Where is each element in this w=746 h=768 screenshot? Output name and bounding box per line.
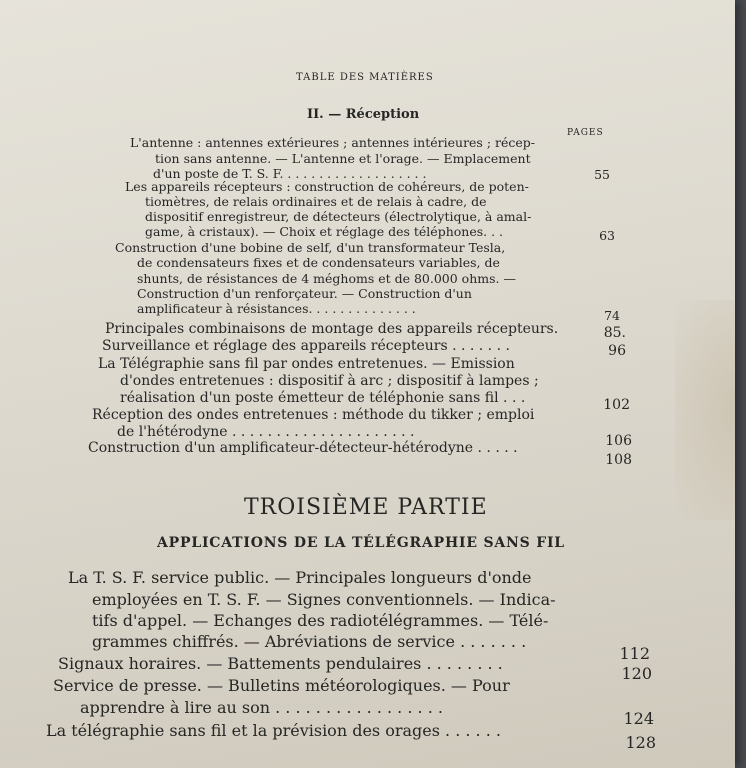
toc-line: L'antenne : antennes extérieures ; antennes intérieures ; récep- xyxy=(130,135,536,150)
toc-line: dispositif enregistreur, de détecteurs (électrolytique, à amal- xyxy=(145,209,532,224)
toc-line: Service de presse. — Bulletins météorologiques. — Pour xyxy=(53,676,510,695)
toc-line: Réception des ondes entretenues : méthode du tikker ; emploi xyxy=(92,407,535,423)
part-title: TROISIÈME PARTIE xyxy=(244,495,488,520)
toc-line: de l'hétérodyne . . . . . . . . . . . . . . . . . . . . . xyxy=(117,424,415,440)
toc-line: Construction d'un renforçateur. — Construction d'un xyxy=(137,286,472,301)
toc-line: d'ondes entretenues : dispositif à arc ; dispositif à lampes ; xyxy=(120,373,539,389)
toc-line: réalisation d'un poste émetteur de téléphonie sans fil . . . xyxy=(120,390,526,406)
toc-line: Construction d'une bobine de self, d'un transformateur Tesla, xyxy=(115,240,506,255)
toc-line: game, à cristaux). — Choix et réglage des téléphones. . . xyxy=(145,224,504,239)
toc-line: shunts, de résistances de 4 méghoms et de 80.000 ohms. — xyxy=(137,271,516,286)
page-number: 85. xyxy=(603,325,626,341)
running-header: TABLE DES MATIÈRES xyxy=(296,72,434,83)
toc-line: grammes chiffrés. — Abréviations de service . . . . . . . xyxy=(92,632,527,651)
toc-line: tifs d'appel. — Echanges des radiotélégrammes. — Télé- xyxy=(92,611,549,630)
pages-label: PAGES xyxy=(567,128,604,138)
toc-line: tion sans antenne. — L'antenne et l'orage. — Emplacement xyxy=(155,151,531,166)
page-number: 106 xyxy=(605,433,632,449)
page-number: 55 xyxy=(594,167,610,182)
toc-line: La Télégraphie sans fil par ondes entretenues. — Emission xyxy=(98,356,515,372)
section-title: II. — Réception xyxy=(307,107,420,122)
toc-line: employées en T. S. F. — Signes conventionnels. — Indica- xyxy=(92,590,556,609)
page-number: 96 xyxy=(608,343,626,359)
page-number: 74 xyxy=(604,308,620,323)
toc-line: amplificateur à résistances. . . . . . . . . . . . . . xyxy=(137,301,416,316)
toc-line: d'un poste de T. S. F. . . . . . . . . . . . . . . . . . . xyxy=(153,166,427,181)
toc-line: Les appareils récepteurs : construction de cohéreurs, de poten- xyxy=(125,179,529,194)
toc-line: tiomètres, de relais ordinaires et de relais à cadre, de xyxy=(145,194,487,209)
toc-line: La télégraphie sans fil et la prévision des orages . . . . . . xyxy=(46,721,501,740)
page-number: 128 xyxy=(625,733,656,752)
toc-line: apprendre à lire au son . . . . . . . . . . . . . . . . . xyxy=(80,698,443,717)
page-number: 120 xyxy=(621,664,652,683)
page-number: 63 xyxy=(599,228,615,243)
part-subtitle: APPLICATIONS DE LA TÉLÉGRAPHIE SANS FIL xyxy=(157,535,565,551)
page-stain xyxy=(675,300,735,520)
page-number: 124 xyxy=(623,709,654,728)
toc-line: La T. S. F. service public. — Principales longueurs d'onde xyxy=(68,568,532,587)
page-number: 112 xyxy=(619,644,650,663)
toc-line: Construction d'un amplificateur-détecteur-hétérodyne . . . . . xyxy=(88,440,518,456)
toc-line: Principales combinaisons de montage des appareils récepteurs. xyxy=(105,321,559,337)
toc-line: Surveillance et réglage des appareils récepteurs . . . . . . . xyxy=(102,338,510,354)
page-number: 102 xyxy=(603,397,630,413)
toc-line: de condensateurs fixes et de condensateurs variables, de xyxy=(137,255,500,270)
page-number: 108 xyxy=(605,452,632,468)
toc-line: Signaux horaires. — Battements pendulaires . . . . . . . . xyxy=(58,654,503,673)
